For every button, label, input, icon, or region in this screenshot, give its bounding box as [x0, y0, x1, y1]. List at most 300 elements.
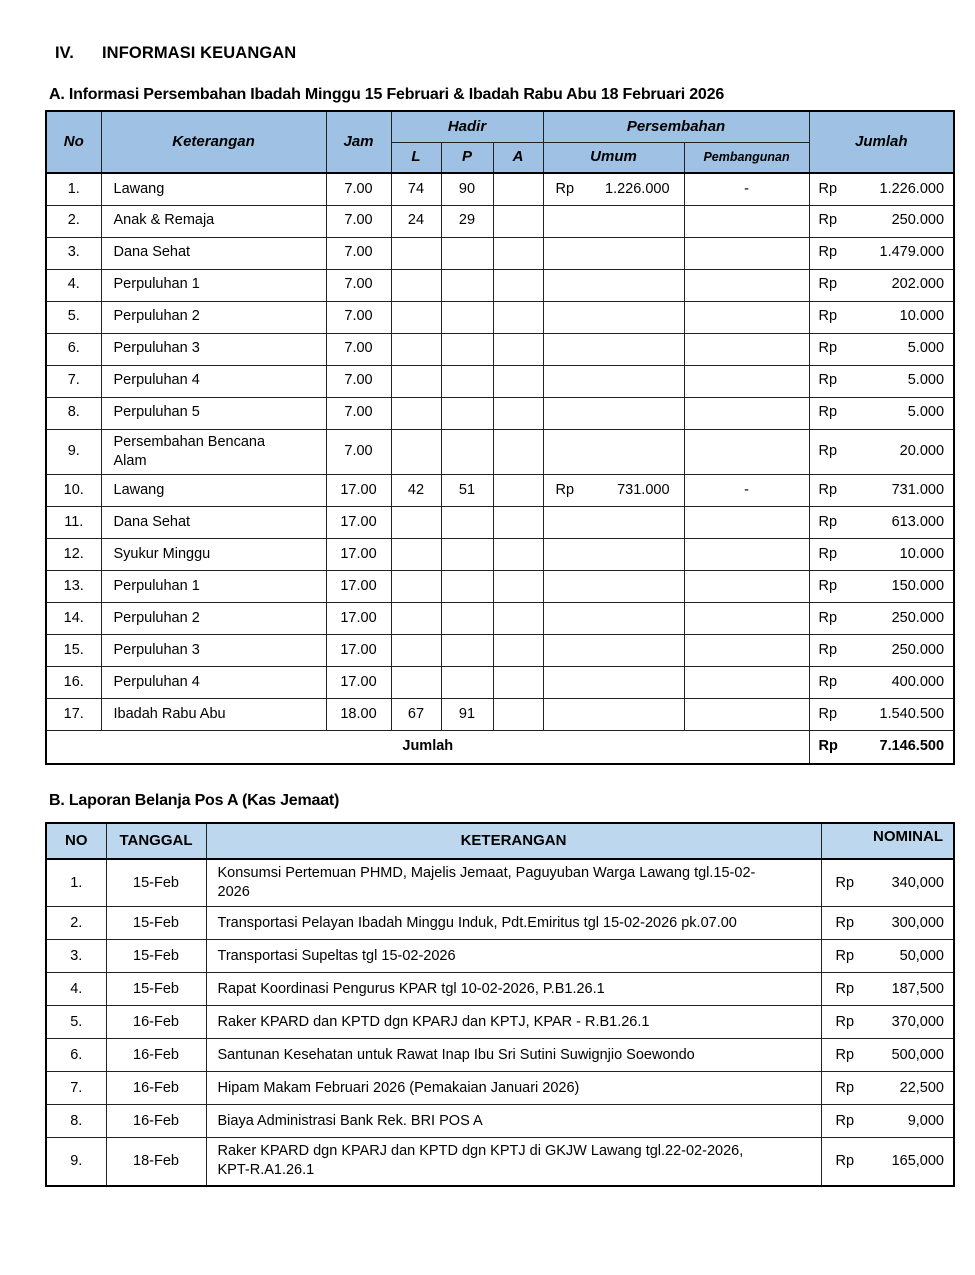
- amount-value: 187,500: [891, 980, 944, 997]
- keterangan-cell: Hipam Makam Februari 2026 (Pemakaian Januari 2026): [206, 1072, 821, 1105]
- jam-cell: 17.00: [326, 666, 391, 698]
- tanggal-cell: 15-Feb: [106, 907, 206, 940]
- currency-label: Rp: [818, 404, 838, 421]
- row-number: 16.: [46, 666, 101, 698]
- jumlah-cell: [809, 205, 954, 237]
- pembangunan-cell: [684, 365, 809, 397]
- amount-value: 9,000: [907, 1112, 944, 1129]
- hadir-a-cell: [493, 474, 543, 506]
- jam-cell: 7.00: [326, 237, 391, 269]
- jam-cell: 17.00: [326, 538, 391, 570]
- jumlah-cell: [809, 365, 954, 397]
- row-number: 5.: [46, 1006, 106, 1039]
- currency-label: Rp: [835, 914, 855, 931]
- amount-value: 340,000: [891, 874, 944, 891]
- row-number: 2.: [46, 907, 106, 940]
- umum-cell: [543, 301, 684, 333]
- pembangunan-cell: -: [684, 474, 809, 506]
- amount-value: 5.000: [907, 340, 945, 357]
- currency-label: Rp: [555, 180, 575, 197]
- col-header-keterangan-b: KETERANGAN: [206, 823, 821, 859]
- row-number: 2.: [46, 205, 101, 237]
- persembahan-row: [46, 205, 954, 237]
- jumlah-cell: [809, 237, 954, 269]
- pembangunan-cell: [684, 205, 809, 237]
- hadir-l-cell: [391, 269, 441, 301]
- hadir-l-cell: [391, 333, 441, 365]
- belanja-table-header: [46, 823, 954, 859]
- hadir-p-cell: [441, 333, 493, 365]
- umum-cell: [543, 429, 684, 474]
- total-row: [46, 730, 954, 764]
- jam-cell: 17.00: [326, 634, 391, 666]
- hadir-l-cell: [391, 301, 441, 333]
- umum-cell: [543, 474, 684, 506]
- jam-cell: 17.00: [326, 602, 391, 634]
- persembahan-table-footer: [46, 730, 954, 764]
- nominal-cell: [821, 1072, 954, 1105]
- row-number: 4.: [46, 269, 101, 301]
- hadir-p-cell: [441, 237, 493, 269]
- hadir-a-cell: [493, 538, 543, 570]
- col-header-persembahan: Persembahan: [543, 111, 809, 142]
- col-header-hadir-a: A: [493, 142, 543, 173]
- amount-value: 20.000: [899, 443, 945, 460]
- persembahan-table: [45, 110, 955, 765]
- nominal-cell: [821, 907, 954, 940]
- keterangan-cell: Perpuluhan 5: [101, 397, 326, 429]
- persembahan-row: [46, 666, 954, 698]
- pembangunan-cell: [684, 634, 809, 666]
- jam-cell: 7.00: [326, 333, 391, 365]
- hadir-l-cell: [391, 570, 441, 602]
- amount-value: 1.226.000: [879, 180, 945, 197]
- hadir-l-cell: [391, 506, 441, 538]
- umum-cell: [543, 506, 684, 538]
- tanggal-cell: 15-Feb: [106, 859, 206, 907]
- hadir-p-cell: 29: [441, 205, 493, 237]
- umum-cell: [543, 538, 684, 570]
- amount-value: 165,000: [891, 1152, 944, 1169]
- persembahan-row: [46, 570, 954, 602]
- row-number: 15.: [46, 634, 101, 666]
- hadir-a-cell: [493, 301, 543, 333]
- currency-label: Rp: [835, 947, 855, 964]
- keterangan-cell: Santunan Kesehatan untuk Rawat Inap Ibu Sri Sutini Suwignjio Soewondo: [206, 1039, 821, 1072]
- amount-value: 202.000: [891, 276, 945, 293]
- persembahan-row: [46, 365, 954, 397]
- hadir-p-cell: [441, 365, 493, 397]
- keterangan-cell: Lawang: [101, 173, 326, 205]
- row-number: 3.: [46, 237, 101, 269]
- col-header-hadir: Hadir: [391, 111, 543, 142]
- tanggal-cell: 16-Feb: [106, 1006, 206, 1039]
- amount-value: 5.000: [907, 404, 945, 421]
- persembahan-row: [46, 173, 954, 205]
- tanggal-cell: 16-Feb: [106, 1072, 206, 1105]
- keterangan-cell: Transportasi Supeltas tgl 15-02-2026: [206, 940, 821, 973]
- currency-label: Rp: [835, 980, 855, 997]
- amount-value: 250.000: [891, 609, 945, 626]
- pembangunan-cell: [684, 570, 809, 602]
- currency-label: Rp: [818, 443, 838, 460]
- currency-label: Rp: [555, 481, 575, 498]
- row-number: 1.: [46, 859, 106, 907]
- currency-label: Rp: [835, 1013, 855, 1030]
- pembangunan-cell: [684, 397, 809, 429]
- col-header-jumlah: Jumlah: [809, 111, 954, 173]
- currency-label: Rp: [818, 276, 838, 293]
- currency-label: Rp: [818, 372, 838, 389]
- hadir-l-cell: [391, 538, 441, 570]
- keterangan-cell: Dana Sehat: [101, 506, 326, 538]
- row-number: 5.: [46, 301, 101, 333]
- keterangan-cell: Perpuluhan 4: [101, 365, 326, 397]
- umum-cell: [543, 602, 684, 634]
- row-number: 4.: [46, 973, 106, 1006]
- hadir-a-cell: [493, 397, 543, 429]
- col-header-umum: Umum: [543, 142, 684, 173]
- belanja-row: [46, 1072, 954, 1105]
- currency-label: Rp: [818, 641, 838, 658]
- umum-cell: [543, 365, 684, 397]
- table-b-heading: B. Laporan Belanja Pos A (Kas Jemaat): [49, 792, 340, 809]
- amount-value: 731.000: [891, 481, 945, 498]
- umum-cell: [543, 634, 684, 666]
- persembahan-table-header: [46, 111, 954, 173]
- row-number: 7.: [46, 365, 101, 397]
- currency-label: Rp: [818, 340, 838, 357]
- jumlah-cell: [809, 429, 954, 474]
- persembahan-row: [46, 237, 954, 269]
- hadir-l-cell: [391, 666, 441, 698]
- pembangunan-cell: [684, 506, 809, 538]
- page-title: [55, 44, 296, 63]
- currency-label: Rp: [818, 609, 838, 626]
- hadir-l-cell: [391, 634, 441, 666]
- currency-label: Rp: [835, 1152, 855, 1169]
- row-number: 7.: [46, 1072, 106, 1105]
- belanja-row: [46, 1039, 954, 1072]
- row-number: 6.: [46, 333, 101, 365]
- hadir-p-cell: 90: [441, 173, 493, 205]
- jam-cell: 17.00: [326, 474, 391, 506]
- row-number: 8.: [46, 397, 101, 429]
- jam-cell: 17.00: [326, 506, 391, 538]
- col-header-no: No: [46, 111, 101, 173]
- currency-label: Rp: [835, 1079, 855, 1096]
- jam-cell: 7.00: [326, 205, 391, 237]
- umum-cell: [543, 666, 684, 698]
- jam-cell: 17.00: [326, 570, 391, 602]
- hadir-a-cell: [493, 269, 543, 301]
- tanggal-cell: 15-Feb: [106, 973, 206, 1006]
- section-title: INFORMASI KEUANGAN: [102, 44, 297, 62]
- keterangan-cell: Perpuluhan 4: [101, 666, 326, 698]
- tanggal-cell: 16-Feb: [106, 1039, 206, 1072]
- hadir-p-cell: [441, 570, 493, 602]
- umum-cell: [543, 698, 684, 730]
- keterangan-cell: Perpuluhan 1: [101, 269, 326, 301]
- total-amount-cell: [809, 730, 954, 764]
- persembahan-row: [46, 333, 954, 365]
- belanja-row: [46, 1138, 954, 1186]
- jumlah-cell: [809, 570, 954, 602]
- pembangunan-cell: [684, 269, 809, 301]
- jumlah-cell: [809, 634, 954, 666]
- jumlah-cell: [809, 333, 954, 365]
- persembahan-row: [46, 698, 954, 730]
- keterangan-cell: Raker KPARD dgn KPARJ dan KPTD dgn KPTJ di GKJW Lawang tgl.22-02-2026, KPT-R.A1.26.1: [206, 1138, 821, 1186]
- umum-cell: [543, 237, 684, 269]
- belanja-row: [46, 940, 954, 973]
- hadir-p-cell: [441, 634, 493, 666]
- keterangan-cell: Transportasi Pelayan Ibadah Minggu Induk, Pdt.Emiritus tgl 15-02-2026 pk.07.00: [206, 907, 821, 940]
- nominal-cell: [821, 859, 954, 907]
- row-number: 13.: [46, 570, 101, 602]
- umum-cell: [543, 333, 684, 365]
- amount-value: 5.000: [907, 372, 945, 389]
- hadir-l-cell: [391, 429, 441, 474]
- belanja-row: [46, 1105, 954, 1138]
- nominal-cell: [821, 1039, 954, 1072]
- nominal-cell: [821, 1006, 954, 1039]
- currency-label: Rp: [818, 180, 838, 197]
- umum-cell: [543, 269, 684, 301]
- amount-value: 1.479.000: [879, 244, 945, 261]
- nominal-cell: [821, 973, 954, 1006]
- amount-value: 300,000: [891, 914, 944, 931]
- currency-label: Rp: [835, 1112, 855, 1129]
- tanggal-cell: 15-Feb: [106, 940, 206, 973]
- row-number: 8.: [46, 1105, 106, 1138]
- keterangan-cell: Konsumsi Pertemuan PHMD, Majelis Jemaat, Paguyuban Warga Lawang tgl.15-02-2026: [206, 859, 821, 907]
- jam-cell: 7.00: [326, 269, 391, 301]
- hadir-p-cell: 51: [441, 474, 493, 506]
- umum-cell: [543, 173, 684, 205]
- hadir-l-cell: 67: [391, 698, 441, 730]
- pembangunan-cell: [684, 237, 809, 269]
- amount-value: 10.000: [899, 308, 945, 325]
- row-number: 10.: [46, 474, 101, 506]
- currency-label: Rp: [835, 1046, 855, 1063]
- currency-label: Rp: [818, 738, 838, 755]
- col-header-jam: Jam: [326, 111, 391, 173]
- persembahan-row: [46, 538, 954, 570]
- belanja-row: [46, 973, 954, 1006]
- row-number: 11.: [46, 506, 101, 538]
- currency-label: Rp: [835, 874, 855, 891]
- jam-cell: 7.00: [326, 301, 391, 333]
- hadir-a-cell: [493, 365, 543, 397]
- persembahan-row: [46, 397, 954, 429]
- keterangan-cell: Lawang: [101, 474, 326, 506]
- hadir-p-cell: [441, 397, 493, 429]
- hadir-l-cell: [391, 237, 441, 269]
- hadir-a-cell: [493, 205, 543, 237]
- jam-cell: 18.00: [326, 698, 391, 730]
- persembahan-row: [46, 269, 954, 301]
- pembangunan-cell: [684, 666, 809, 698]
- col-header-tanggal: TANGGAL: [106, 823, 206, 859]
- row-number: 6.: [46, 1039, 106, 1072]
- persembahan-row: [46, 506, 954, 538]
- currency-label: Rp: [818, 705, 838, 722]
- currency-label: Rp: [818, 673, 838, 690]
- hadir-p-cell: [441, 602, 493, 634]
- belanja-table: [45, 822, 955, 1187]
- jam-cell: 7.00: [326, 365, 391, 397]
- amount-value: 370,000: [891, 1013, 944, 1030]
- hadir-p-cell: [441, 538, 493, 570]
- total-amount: 7.146.500: [879, 738, 945, 755]
- jam-cell: 7.00: [326, 429, 391, 474]
- persembahan-row: [46, 474, 954, 506]
- row-number: 12.: [46, 538, 101, 570]
- amount-value: 250.000: [891, 641, 945, 658]
- jumlah-cell: [809, 602, 954, 634]
- jumlah-cell: [809, 474, 954, 506]
- keterangan-cell: Dana Sehat: [101, 237, 326, 269]
- persembahan-row: [46, 602, 954, 634]
- amount-value: 731.000: [617, 481, 670, 498]
- nominal-cell: [821, 940, 954, 973]
- amount-value: 500,000: [891, 1046, 944, 1063]
- currency-label: Rp: [818, 308, 838, 325]
- keterangan-cell: Syukur Minggu: [101, 538, 326, 570]
- amount-value: 400.000: [891, 673, 945, 690]
- keterangan-cell: Persembahan Bencana Alam: [101, 429, 326, 474]
- jumlah-cell: [809, 666, 954, 698]
- amount-value: 1.226.000: [605, 180, 670, 197]
- hadir-p-cell: 91: [441, 698, 493, 730]
- keterangan-cell: Perpuluhan 2: [101, 602, 326, 634]
- col-header-hadir-l: L: [391, 142, 441, 173]
- hadir-a-cell: [493, 602, 543, 634]
- col-header-pembangunan: Pembangunan: [684, 142, 809, 173]
- col-header-keterangan: Keterangan: [101, 111, 326, 173]
- persembahan-row: [46, 429, 954, 474]
- pembangunan-cell: [684, 333, 809, 365]
- keterangan-cell: Rapat Koordinasi Pengurus KPAR tgl 10-02-2026, P.B1.26.1: [206, 973, 821, 1006]
- nominal-cell: [821, 1105, 954, 1138]
- pembangunan-cell: [684, 429, 809, 474]
- pembangunan-cell: [684, 698, 809, 730]
- belanja-row: [46, 859, 954, 907]
- hadir-a-cell: [493, 333, 543, 365]
- hadir-a-cell: [493, 698, 543, 730]
- jumlah-cell: [809, 506, 954, 538]
- hadir-l-cell: [391, 397, 441, 429]
- amount-value: 10.000: [899, 545, 945, 562]
- hadir-a-cell: [493, 570, 543, 602]
- jumlah-cell: [809, 698, 954, 730]
- col-header-hadir-p: P: [441, 142, 493, 173]
- table-a-heading: A. Informasi Persembahan Ibadah Minggu 15 Februari & Ibadah Rabu Abu 18 Februari 2026: [49, 86, 725, 103]
- hadir-l-cell: [391, 365, 441, 397]
- umum-cell: [543, 205, 684, 237]
- hadir-a-cell: [493, 634, 543, 666]
- pembangunan-cell: -: [684, 173, 809, 205]
- currency-label: Rp: [818, 513, 838, 530]
- row-number: 1.: [46, 173, 101, 205]
- jam-cell: 7.00: [326, 173, 391, 205]
- persembahan-row: [46, 301, 954, 333]
- total-label: Jumlah: [46, 730, 809, 764]
- jumlah-cell: [809, 397, 954, 429]
- row-number: 3.: [46, 940, 106, 973]
- amount-value: 150.000: [891, 577, 945, 594]
- keterangan-cell: Perpuluhan 1: [101, 570, 326, 602]
- currency-label: Rp: [818, 244, 838, 261]
- keterangan-cell: Perpuluhan 3: [101, 333, 326, 365]
- hadir-a-cell: [493, 506, 543, 538]
- col-header-no-b: NO: [46, 823, 106, 859]
- keterangan-cell: Perpuluhan 3: [101, 634, 326, 666]
- belanja-row: [46, 907, 954, 940]
- currency-label: Rp: [818, 481, 838, 498]
- col-header-nominal: NOMINAL: [821, 823, 954, 859]
- pembangunan-cell: [684, 301, 809, 333]
- pembangunan-cell: [684, 538, 809, 570]
- tanggal-cell: 16-Feb: [106, 1105, 206, 1138]
- hadir-p-cell: [441, 666, 493, 698]
- amount-value: 50,000: [899, 947, 944, 964]
- hadir-p-cell: [441, 429, 493, 474]
- umum-cell: [543, 570, 684, 602]
- amount-value: 1.540.500: [879, 705, 945, 722]
- hadir-p-cell: [441, 506, 493, 538]
- currency-label: Rp: [818, 577, 838, 594]
- keterangan-cell: Anak & Remaja: [101, 205, 326, 237]
- currency-label: Rp: [818, 212, 838, 229]
- umum-cell: [543, 397, 684, 429]
- hadir-a-cell: [493, 237, 543, 269]
- hadir-l-cell: 74: [391, 173, 441, 205]
- persembahan-row: [46, 634, 954, 666]
- jumlah-cell: [809, 301, 954, 333]
- row-number: 9.: [46, 1138, 106, 1186]
- pembangunan-cell: [684, 602, 809, 634]
- jumlah-cell: [809, 173, 954, 205]
- hadir-p-cell: [441, 269, 493, 301]
- nominal-cell: [821, 1138, 954, 1186]
- keterangan-cell: Biaya Administrasi Bank Rek. BRI POS A: [206, 1105, 821, 1138]
- amount-value: 613.000: [891, 513, 945, 530]
- belanja-table-body: [46, 859, 954, 1186]
- section-number: IV.: [55, 44, 74, 62]
- amount-value: 250.000: [891, 212, 945, 229]
- hadir-p-cell: [441, 301, 493, 333]
- currency-label: Rp: [818, 545, 838, 562]
- keterangan-cell: Ibadah Rabu Abu: [101, 698, 326, 730]
- row-number: 17.: [46, 698, 101, 730]
- amount-value: 22,500: [899, 1079, 944, 1096]
- hadir-a-cell: [493, 429, 543, 474]
- jumlah-cell: [809, 538, 954, 570]
- row-number: 9.: [46, 429, 101, 474]
- persembahan-table-body: [46, 173, 954, 730]
- hadir-l-cell: 24: [391, 205, 441, 237]
- tanggal-cell: 18-Feb: [106, 1138, 206, 1186]
- keterangan-cell: Perpuluhan 2: [101, 301, 326, 333]
- hadir-l-cell: 42: [391, 474, 441, 506]
- belanja-row: [46, 1006, 954, 1039]
- hadir-l-cell: [391, 602, 441, 634]
- keterangan-cell: Raker KPARD dan KPTD dgn KPARJ dan KPTJ, KPAR - R.B1.26.1: [206, 1006, 821, 1039]
- jumlah-cell: [809, 269, 954, 301]
- hadir-a-cell: [493, 173, 543, 205]
